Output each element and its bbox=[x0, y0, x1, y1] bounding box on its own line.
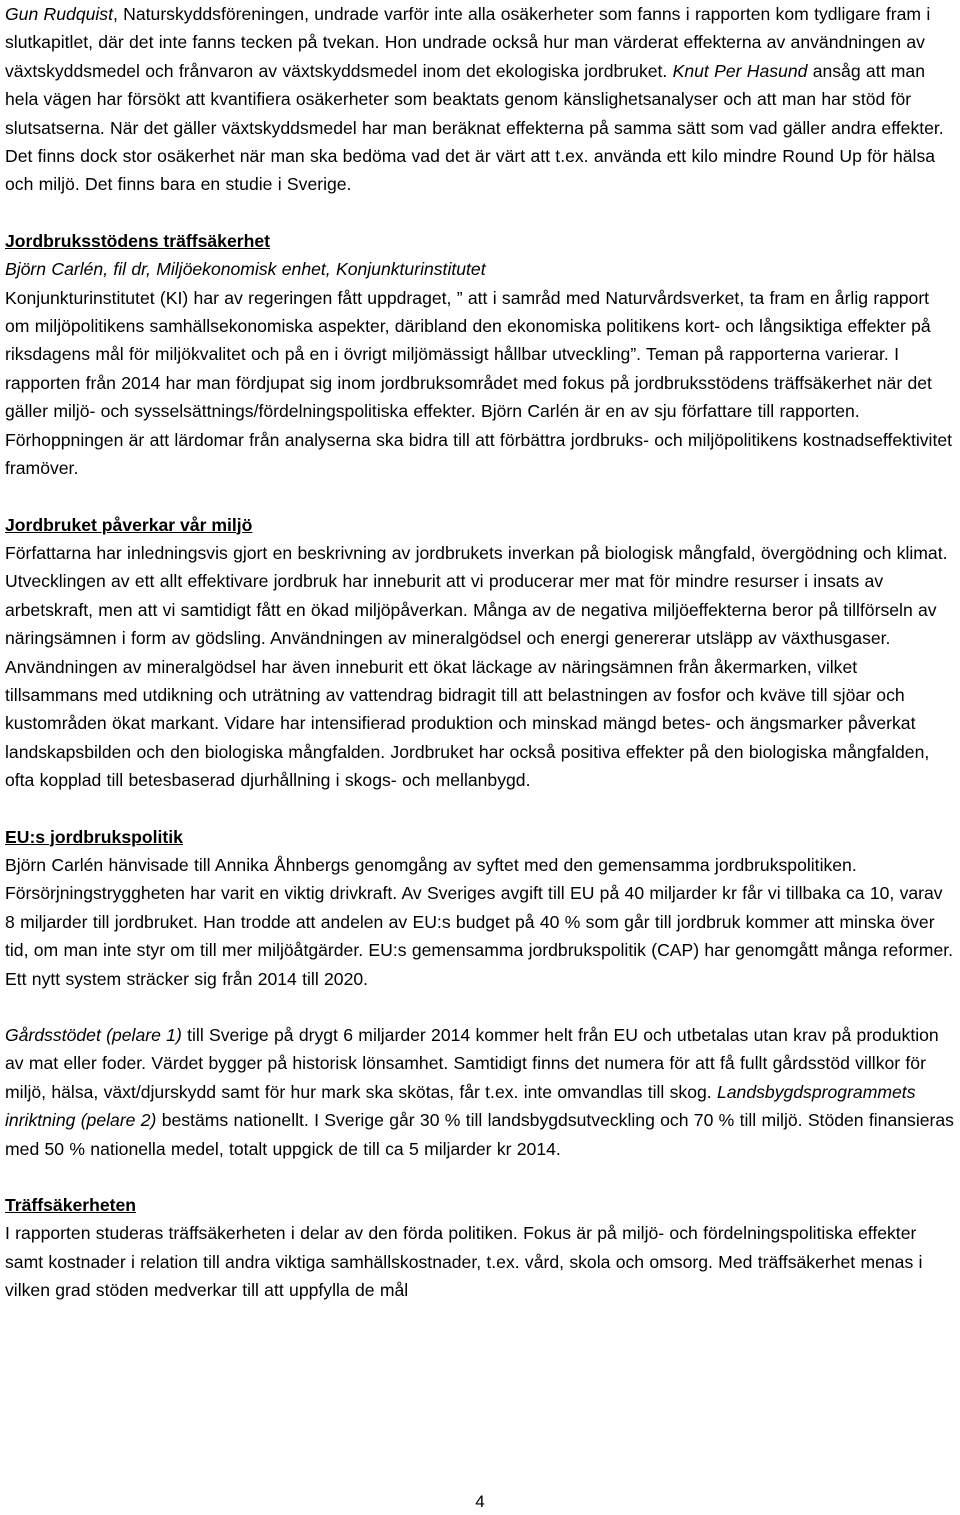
section-paragraph: Författarna har inledningsvis gjort en beskrivning av jordbrukets inverkan på biologisk mångfald, övergödning och klimat. Utvecklingen av ett allt effektivare jordbruk har inneburit att vi producerar mer mat för mindre resurser i insats av arbetskraft, men att vi samtidigt fått en ökad miljöpåverkan. Många av de negativa miljöeffekterna beror på tillförseln av näringsämnen i form av gödsling. Användningen av mineralgödsel och energi genererar utsläpp av växthusgaser. Användningen av mineralgödsel har även inneburit ett ökat läckage av näringsämnen från åkermarken, vilket tillsammans med utdikning och uträtning av vattendrag bidragit till att belastningen av fosfor och kväve till sjöar och kustområden ökat markant. Vidare har intensifierad produktion och minskad mängd betes- och ängsmarker påverkat landskapsbilden och den biologiska mångfalden. Jordbruket har också positiva effekter på den biologiska mångfalden, ofta kopplad till betesbaserad djurhållning i skogs- och mellanbygd. bbox=[5, 542, 948, 791]
section-paragraph bbox=[5, 1021, 955, 1163]
section-heading: Träffsäkerheten bbox=[5, 1195, 137, 1216]
section-heading: EU:s jordbrukspolitik bbox=[5, 826, 183, 847]
section-heading: Jordbruket påverkar vår miljö bbox=[5, 514, 253, 535]
document-page bbox=[5, 0, 955, 1305]
paragraph-text: , Naturskyddsföreningen, undrade varför inte alla osäkerheter som fanns i rapporten kom tydligare fram i slutkapitlet, där det inte fanns tecken på tvekan. Hon undrade också hur man värderat effekterna av användningen av växtskyddsmedel och frånvaron av växtskyddsmedel inom det ekologiska jordbruket. bbox=[5, 4, 931, 81]
byline-text: Björn Carlén, fil dr, Miljöekonomisk enhet, Konjunkturinstitutet bbox=[5, 259, 486, 280]
section-paragraph: Konjunkturinstitutet (KI) har av regeringen fått uppdraget, ” att i samråd med Naturvårdsverket, ta fram en årlig rapport om miljöpolitikens samhällsekonomiska aspekter, däribland den ekonomiska politikens kort- och långsiktiga effekter på riksdagens mål för miljökvalitet och på en i övrigt miljömässigt hållbar utveckling”. Teman på rapporterna varierar. I rapporten från 2014 har man fördjupat sig inom jordbruksområdet med fokus på jordbruksstödens träffsäkerhet när det gäller miljö- och sysselsättnings/fördelningspolitiska effekter. Björn Carlén är en av sju författare till rapporten. Förhoppningen är att lärdomar från analyserna ska bidra till att förbättra jordbruks- och miljöpolitikens kostnadseffektivitet framöver. bbox=[5, 287, 953, 479]
page-number: 4 bbox=[475, 1492, 485, 1511]
paragraph-text: till Sverige på drygt 6 miljarder 2014 kommer helt från EU och utbetalas utan krav på produktion av mat eller foder. Värdet bygger på historisk lönsamhet. Samtidigt finns det numera för att få fullt gårdsstöd villkor för miljö, hälsa, växt/djurskydd samt för hur mark ska skötas, får t.ex. inte omvandlas till skog. bbox=[5, 1025, 939, 1102]
italic-term: Gårdsstödet (pelare 1) bbox=[5, 1025, 182, 1045]
section-paragraph: Björn Carlén hänvisade till Annika Åhnbergs genomgång av syftet med den gemensamma jordbrukspolitiken. Försörjningstryggheten har varit en viktig drivkraft. Av Sveriges avgift till EU på 40 miljarder kr får vi tillbaka ca 10, varav 8 miljarder till jordbruket. Han trodde att andelen av EU:s budget på 40 % som går till jordbruk kommer att minska över tid, om man inte styr om till mer miljöåtgärder. EU:s gemensamma jordbrukspolitik (CAP) har genomgått många reformer. Ett nytt system sträcker sig från 2014 till 2020. bbox=[5, 854, 954, 989]
person-name: Knut Per Hasund bbox=[672, 60, 808, 81]
section-jordbruksstodens-traffsakerhet bbox=[5, 227, 955, 483]
section-jordbruket-paverkar bbox=[5, 511, 955, 795]
paragraph-text: bestäms nationellt. I Sverige går 30 % till landsbygdsutveckling och 70 % till miljö. Stöden finansieras med 50 % nationella medel, totalt uppgick de till ca 5 miljarder kr 2014. bbox=[5, 1110, 954, 1159]
section-heading: Jordbruksstödens träffsäkerhet bbox=[5, 230, 270, 251]
paragraph-text: ansåg att man hela vägen har försökt att kvantifiera osäkerheter som beaktats genom känslighetsanalyser och att man har stöd för slutsatserna. När det gäller växtskyddsmedel har man beräknat effekterna på samma sätt som vad gäller andra effekter. Det finns dock stor osäkerhet när man ska bedöma vad det är värt att t.ex. använda ett kilo mindre Round Up för hälsa och miljö. Det finns bara en studie i Sverige. bbox=[5, 60, 944, 195]
section-eu-jordbrukspolitik bbox=[5, 823, 955, 1163]
intro-paragraph bbox=[5, 0, 955, 199]
italic-term: Landsbygdsprogrammets inriktning (pelare 2) bbox=[5, 1081, 916, 1131]
section-traffsakerheten bbox=[5, 1191, 955, 1305]
byline bbox=[5, 255, 955, 283]
section-paragraph: I rapporten studeras träffsäkerheten i delar av den förda politiken. Fokus är på miljö- och fördelningspolitiska effekter samt kostnader i relation till andra viktiga samhällskostnader, t.ex. vård, skola och omsorg. Med träffsäkerhet menas i vilken grad stöden medverkar till att uppfylla de mål bbox=[5, 1223, 923, 1301]
person-name: Gun Rudquist bbox=[5, 4, 113, 24]
